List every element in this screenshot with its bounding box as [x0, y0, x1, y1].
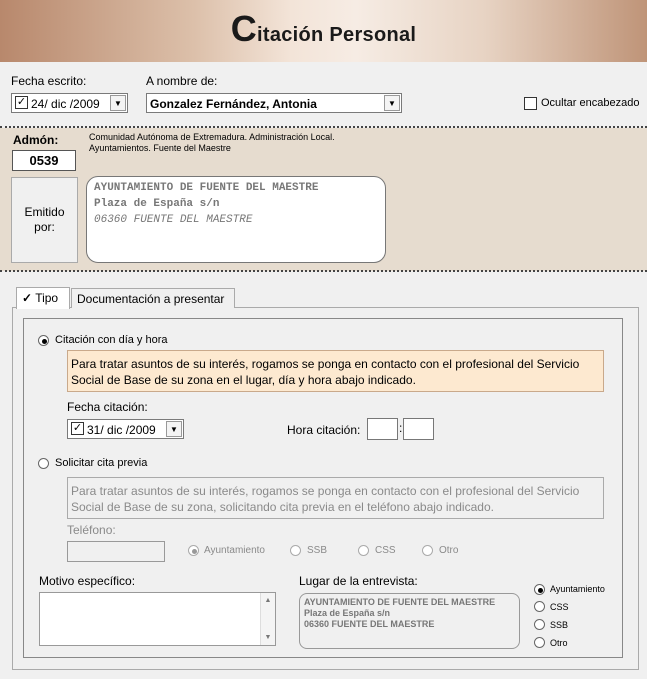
tab-tipo-label: Tipo: [35, 291, 59, 305]
ocultar-encabezado-checkbox[interactable]: [524, 97, 537, 110]
telefono-input[interactable]: [67, 541, 165, 562]
emitido-por-button[interactable]: [11, 177, 78, 263]
cita-previa-radio-label: Solicitar cita previa: [55, 457, 148, 469]
admon-description: [89, 132, 335, 154]
citacion-radio-label: Citación con día y hora: [55, 334, 168, 346]
emitter-line1: AYUNTAMIENTO DE FUENTE DEL MAESTRE: [94, 182, 319, 194]
title-rest: itación Personal: [257, 24, 417, 46]
lugar-ssb-radio[interactable]: [534, 619, 545, 630]
citacion-text[interactable]: Para tratar asuntos de su interés, rogamos se ponga en contacto con el profesional del Servicio Social de Base de su zona en el lugar, día y hora abajo indicado.: [67, 350, 604, 392]
tab-documentacion[interactable]: [71, 288, 235, 308]
emitido-por-line1: Emitido: [24, 205, 65, 219]
tab-tipo[interactable]: [16, 287, 70, 309]
previa-css-label: CSS: [375, 545, 396, 556]
emitter-address-box[interactable]: [86, 176, 386, 263]
motivo-scrollbar[interactable]: [260, 593, 275, 645]
lugar-ssb-label: SSB: [550, 620, 569, 630]
chevron-down-icon[interactable]: ▼: [166, 421, 182, 437]
nombre-label: A nombre de:: [146, 74, 218, 88]
lugar-line1: AYUNTAMIENTO DE FUENTE DEL MAESTRE: [304, 597, 496, 607]
lugar-css-label: CSS: [550, 602, 569, 612]
nombre-select[interactable]: [146, 93, 402, 113]
page-title: [0, 8, 647, 50]
chevron-down-icon[interactable]: ▼: [110, 95, 126, 111]
cita-previa-radio[interactable]: [38, 458, 49, 469]
lugar-ayuntamiento-label: Ayuntamiento: [550, 584, 605, 594]
admon-description-line2: Ayuntamientos. Fuente del Maestre: [89, 143, 231, 153]
hora-separator: :: [399, 421, 403, 435]
fecha-escrito-picker[interactable]: [11, 93, 128, 113]
lugar-line3: 06360 FUENTE DEL MAESTRE: [304, 619, 435, 629]
lugar-ayuntamiento-radio[interactable]: [534, 584, 545, 595]
fecha-escrito-label: Fecha escrito:: [11, 74, 87, 88]
previa-ssb-label: SSB: [307, 545, 328, 556]
emitter-line2: Plaza de España s/n: [94, 198, 220, 210]
lugar-css-radio[interactable]: [534, 601, 545, 612]
motivo-label: Motivo específico:: [39, 574, 136, 588]
admon-number-field[interactable]: 0539: [12, 150, 76, 171]
minuto-input[interactable]: [403, 418, 434, 440]
previa-ayuntamiento-radio[interactable]: [188, 545, 199, 556]
fecha-citacion-picker[interactable]: [67, 419, 184, 439]
lugar-address-box[interactable]: [299, 593, 520, 649]
scroll-down-icon[interactable]: ▼: [264, 634, 272, 641]
fecha-citacion-checkbox[interactable]: ✓: [72, 422, 83, 434]
previa-otro-label: Otro: [439, 545, 459, 556]
title-initial: C: [230, 8, 257, 49]
emitter-line3: 06360 FUENTE DEL MAESTRE: [94, 214, 253, 226]
divider-bottom: [0, 270, 647, 272]
divider-top: [0, 126, 647, 128]
previa-css-radio[interactable]: [358, 545, 369, 556]
nombre-value: Gonzalez Fernández, Antonia: [150, 97, 317, 111]
scroll-up-icon[interactable]: ▲: [264, 597, 272, 604]
check-icon: ✓: [22, 291, 33, 305]
chevron-down-icon[interactable]: ▼: [384, 95, 400, 111]
fecha-citacion-label: Fecha citación:: [67, 400, 148, 414]
lugar-line2: Plaza de España s/n: [304, 608, 391, 618]
previa-otro-radio[interactable]: [422, 545, 433, 556]
hora-citacion-label: Hora citación:: [287, 423, 361, 437]
fecha-citacion-value: 31/ dic /2009: [87, 423, 156, 437]
admon-description-line1: Comunidad Autónoma de Extremadura. Administración Local.: [89, 132, 335, 142]
ocultar-encabezado-label: Ocultar encabezado: [541, 97, 640, 109]
previa-ssb-radio[interactable]: [290, 545, 301, 556]
telefono-label: Teléfono:: [67, 523, 116, 537]
lugar-otro-label: Otro: [550, 638, 568, 648]
lugar-otro-radio[interactable]: [534, 637, 545, 648]
motivo-textarea[interactable]: [39, 592, 276, 646]
fecha-escrito-checkbox[interactable]: ✓: [16, 96, 27, 108]
tab-documentacion-label: Documentación a presentar: [77, 292, 225, 306]
lugar-label: Lugar de la entrevista:: [299, 574, 418, 588]
cita-previa-text[interactable]: Para tratar asuntos de su interés, rogamos se ponga en contacto con el profesional del Servicio Social de Base de su zona, solicitando cita previa en el teléfono abajo indicado.: [67, 477, 604, 519]
previa-ayuntamiento-label: Ayuntamiento: [204, 545, 265, 556]
emitido-por-line2: por:: [34, 220, 55, 234]
citacion-radio[interactable]: [38, 335, 49, 346]
hora-input[interactable]: [367, 418, 398, 440]
fecha-escrito-value: 24/ dic /2009: [31, 97, 100, 111]
admon-label: Admón:: [13, 133, 59, 147]
